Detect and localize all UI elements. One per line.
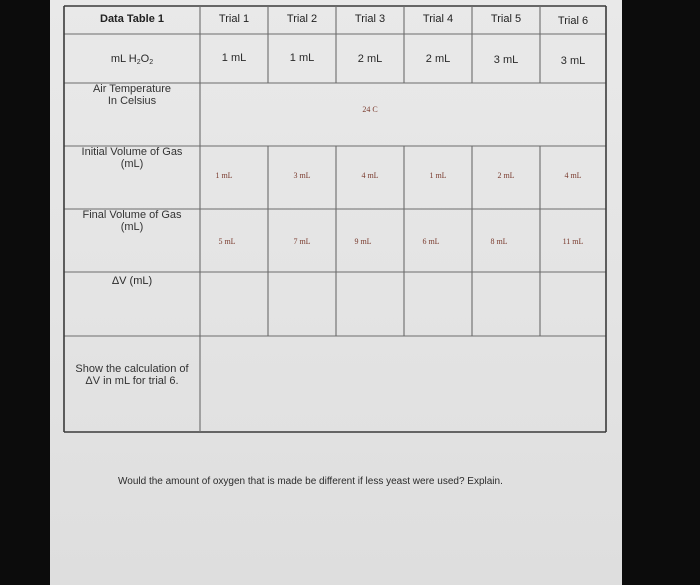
initial-trial-1: 1 mL xyxy=(215,171,233,180)
table-title: Data Table 1 xyxy=(100,13,164,25)
final-trial-3: 9 mL xyxy=(354,237,372,246)
initial-trial-5: 2 mL xyxy=(497,171,515,180)
trial-5-header: Trial 5 xyxy=(490,13,522,25)
h2o2-row-label: mL $H_2O_2$ xyxy=(110,53,154,66)
h2o2-trial-6: 3 mL xyxy=(560,55,586,67)
final-trial-5: 8 mL xyxy=(490,237,508,246)
final-trial-1: 5 mL xyxy=(218,237,236,246)
initial-trial-6: 4 mL xyxy=(564,171,582,180)
final-trial-4: 6 mL xyxy=(422,237,440,246)
trial-3-header: Trial 3 xyxy=(354,13,386,25)
final-trial-6: 11 mL xyxy=(562,237,584,246)
h2o2-trial-5: 3 mL xyxy=(493,54,519,66)
trial-4-header: Trial 4 xyxy=(422,13,454,25)
trial-1-header: Trial 1 xyxy=(218,13,250,25)
h2o2-trial-2: 1 mL xyxy=(289,52,315,64)
final-trial-2: 7 mL xyxy=(293,237,311,246)
initial-trial-2: 3 mL xyxy=(293,171,311,180)
trial-2-header: Trial 2 xyxy=(286,13,318,25)
initial-volume-row-label: Initial Volume of Gas (mL) xyxy=(81,146,183,170)
initial-trial-4: 1 mL xyxy=(429,171,447,180)
air-temp-row-label: Air Temperature In Celsius xyxy=(92,83,172,107)
trial-6-header: Trial 6 xyxy=(557,15,589,27)
delta-v-row-label: ΔV (mL) xyxy=(111,275,153,287)
calculation-row-label: Show the calculation of ΔV in mL for trial 6. xyxy=(75,363,189,387)
final-volume-row-label: Final Volume of Gas (mL) xyxy=(82,209,182,233)
h2o2-trial-4: 2 mL xyxy=(425,53,451,65)
initial-trial-3: 4 mL xyxy=(361,171,379,180)
h2o2-trial-1: 1 mL xyxy=(221,52,247,64)
question-text: Would the amount of oxygen that is made be different if less yeast were used? Explain. xyxy=(118,476,503,487)
air-temp-value: 24 C xyxy=(362,105,378,114)
h2o2-trial-3: 2 mL xyxy=(357,53,383,65)
